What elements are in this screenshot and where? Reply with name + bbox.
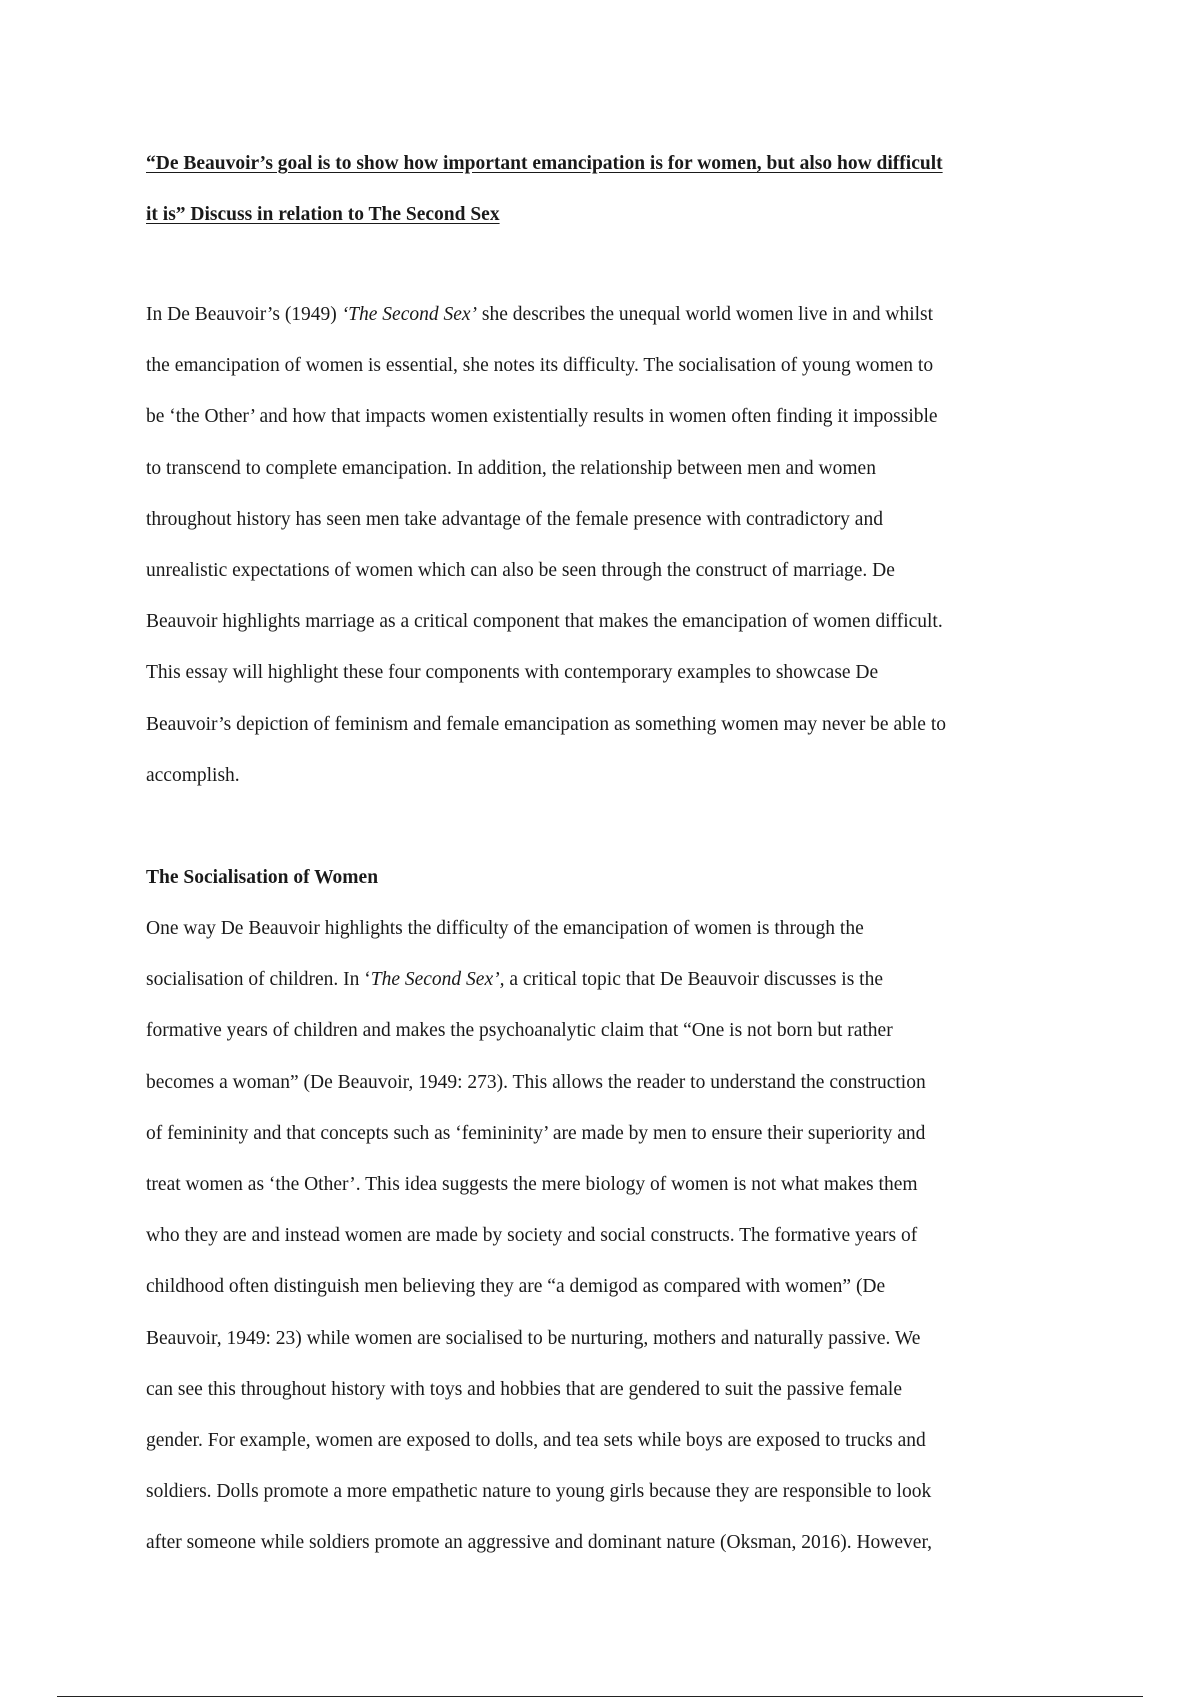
section-heading: The Socialisation of Women	[146, 867, 379, 889]
section-line-8: childhood often distinguish men believing they are “a demigod as compared with women” (De	[146, 1276, 886, 1298]
essay-title	[146, 138, 1066, 240]
intro-line-1-end: she describes the unequal world women live in and whilst	[477, 304, 934, 325]
intro-line-2: the emancipation of women is essential, she notes its difficulty. The socialisation of young women to	[146, 355, 934, 377]
essay-title-line-1: “De Beauvoir’s goal is to show how important emancipation is for women, but also how difficult	[146, 153, 943, 174]
intro-line-6: unrealistic expectations of women which can also be seen through the construct of marriage. De	[146, 560, 895, 582]
section-line-2-start: socialisation of children. In ‘	[146, 969, 371, 991]
section-line-11: gender. For example, women are exposed to dolls, and tea sets while boys are exposed to trucks and	[146, 1430, 926, 1452]
intro-line-4: to transcend to complete emancipation. In addition, the relationship between men and women	[146, 457, 876, 479]
intro-line-7: Beauvoir highlights marriage as a critical component that makes the emancipation of women difficult.	[146, 611, 943, 633]
section-line-5: of femininity and that concepts such as ‘femininity’ are made by men to ensure their superiority and	[146, 1122, 926, 1144]
section-line-12: soldiers. Dolls promote a more empathetic nature to young girls because they are responsible to look	[146, 1481, 932, 1503]
intro-line-1	[146, 289, 1066, 340]
section-line-3: formative years of children and makes the psychoanalytic claim that “One is not born but rather	[146, 1020, 893, 1042]
section-line-2-end: a critical topic that De Beauvoir discusses is the	[504, 969, 884, 991]
section-line-9: Beauvoir, 1949: 23) while women are socialised to be nurturing, mothers and naturally passive. We	[146, 1327, 921, 1349]
essay-title-line-2: it is” Discuss in relation to The Second Sex	[146, 204, 500, 225]
section-line-7: who they are and instead women are made by society and social constructs. The formative years of	[146, 1225, 918, 1247]
intro-line-9: Beauvoir’s depiction of feminism and female emancipation as something women may never be able to	[146, 713, 946, 735]
intro-line-8: This essay will highlight these four components with contemporary examples to showcase De	[146, 662, 879, 684]
intro-line-1-start: In De Beauvoir’s (1949)	[146, 304, 342, 325]
section-line-1: One way De Beauvoir highlights the difficulty of the emancipation of women is through the	[146, 918, 864, 940]
intro-line-5: throughout history has seen men take advantage of the female presence with contradictory and	[146, 508, 883, 530]
intro-line-3: be ‘the Other’ and how that impacts women existentially results in women often finding it impossible	[146, 406, 938, 428]
section-line-6: treat women as ‘the Other’. This idea suggests the mere biology of women is not what makes them	[146, 1174, 918, 1196]
section-line-2	[146, 954, 1066, 1005]
intro-line-10: accomplish.	[146, 764, 240, 786]
intro-paragraph	[146, 289, 1066, 801]
section-paragraph	[146, 903, 1066, 1569]
section-line-10: can see this throughout history with toys and hobbies that are gendered to suit the passive female	[146, 1378, 902, 1400]
book-title-italic: ‘The Second Sex’	[341, 304, 478, 325]
document-page	[146, 138, 1066, 1569]
book-title-italic-2: The Second Sex’,	[370, 969, 505, 991]
section-line-4: becomes a woman” (De Beauvoir, 1949: 273). This allows the reader to understand the construction	[146, 1071, 926, 1093]
section-line-13: after someone while soldiers promote an aggressive and dominant nature (Oksman, 2016). However,	[146, 1532, 933, 1554]
page-bottom-rule	[57, 1696, 1143, 1697]
